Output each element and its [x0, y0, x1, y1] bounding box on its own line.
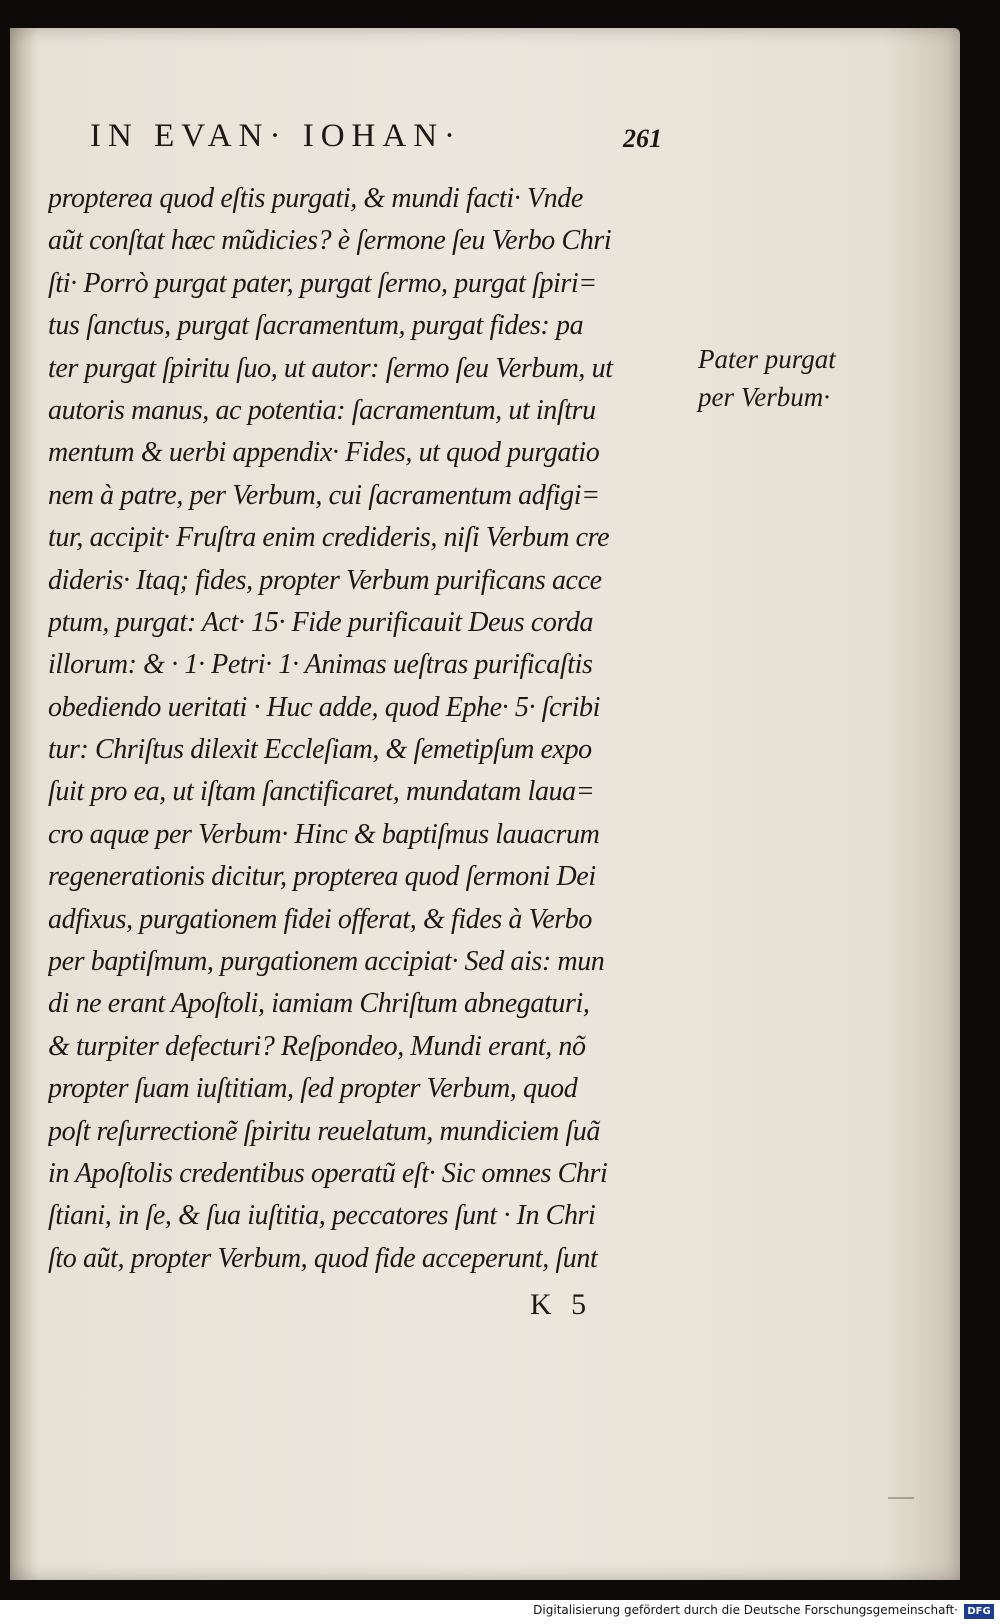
- text-line: cro aquæ per Verbum· Hinc & baptiſmus lauacrum: [48, 818, 600, 850]
- signature-mark: K 5: [530, 1288, 593, 1321]
- text-line: aũt conſtat hæc mũdicies? è ſermone ſeu Verbo Chri: [48, 225, 612, 257]
- text-line: mentum & uerbi appendix· Fides, ut quod purgatio: [48, 437, 600, 469]
- running-title: IN EVAN· IOHAN·: [90, 118, 463, 154]
- text-line: autoris manus, ac potentia: ſacramentum, ut inſtru: [48, 394, 596, 426]
- text-line: per baptiſmum, purgationem accipiat· Sed ais: mun: [48, 946, 605, 978]
- page-number: 261: [623, 124, 662, 153]
- text-line: ſtiani, in ſe, & ſua iuſtitia, peccatores ſunt · In Chri: [48, 1200, 596, 1232]
- text-line: propter ſuam iuſtitiam, ſed propter Verbum, quod: [48, 1073, 578, 1105]
- text-line: adfixus, purgationem fidei offerat, & fides à Verbo: [48, 903, 592, 935]
- text-line: regenerationis dicitur, propterea quod ſermoni Dei: [48, 861, 596, 893]
- marginal-note-line: Pater purgat: [698, 344, 836, 374]
- text-line: ſto aũt, propter Verbum, quod fide acceperunt, ſunt: [48, 1242, 598, 1274]
- marginal-note-line: per Verbum·: [698, 382, 830, 412]
- text-line: tus ſanctus, purgat ſacramentum, purgat fides: pa: [48, 310, 584, 342]
- text-line: propterea quod eſtis purgati, & mundi facti· Vnde: [48, 183, 583, 214]
- text-line: in Apoſtolis credentibus operatũ eſt· Sic omnes Chri: [48, 1157, 608, 1189]
- body-text: [48, 178, 688, 1280]
- text-line: ter purgat ſpiritu ſuo, ut autor: ſermo ſeu Verbum, ut: [48, 352, 613, 384]
- text-line: tur: Chriſtus dilexit Eccleſiam, & ſemetipſum expo: [48, 734, 592, 766]
- text-line: nem à patre, per Verbum, cui ſacramentum adfigi=: [48, 479, 600, 511]
- text-line: tur, accipit· Fruſtra enim credideris, niſi Verbum cre: [48, 522, 610, 554]
- text-line: ptum, purgat: Act· 15· Fide purificauit Deus corda: [48, 606, 594, 638]
- running-header: [82, 118, 662, 158]
- text-line: dideris· Itaq; fides, propter Verbum purificans acce: [48, 564, 602, 596]
- text-line: illorum: & · 1· Petri· 1· Animas ueſtras purificaſtis: [48, 649, 593, 681]
- funding-credit: Digitalisierung gefördert durch die Deutsche Forschungsgemeinschaft·: [533, 1603, 958, 1617]
- marginal-note: [698, 340, 868, 416]
- dfg-logo: DFG: [964, 1604, 994, 1619]
- text-line: obediendo ueritati · Huc adde, quod Ephe· 5· ſcribi: [48, 691, 600, 723]
- text-line: ſuit pro ea, ut iſtam ſanctificaret, mundatam laua=: [48, 776, 595, 808]
- text-line: ſti· Porrò purgat pater, purgat ſermo, purgat ſpiri=: [48, 267, 597, 299]
- text-line: di ne erant Apoſtoli, iamiam Chriſtum abnegaturi,: [48, 988, 590, 1020]
- text-line: poſt reſurrectionẽ ſpiritu reuelatum, mundiciem ſuã: [48, 1115, 600, 1147]
- text-line: & turpiter defecturi? Reſpondeo, Mundi erant, nõ: [48, 1030, 586, 1062]
- bleed-through-shadow: [790, 780, 910, 860]
- page-mark-dash: [888, 1497, 914, 1499]
- footer-bar: [0, 1600, 1000, 1624]
